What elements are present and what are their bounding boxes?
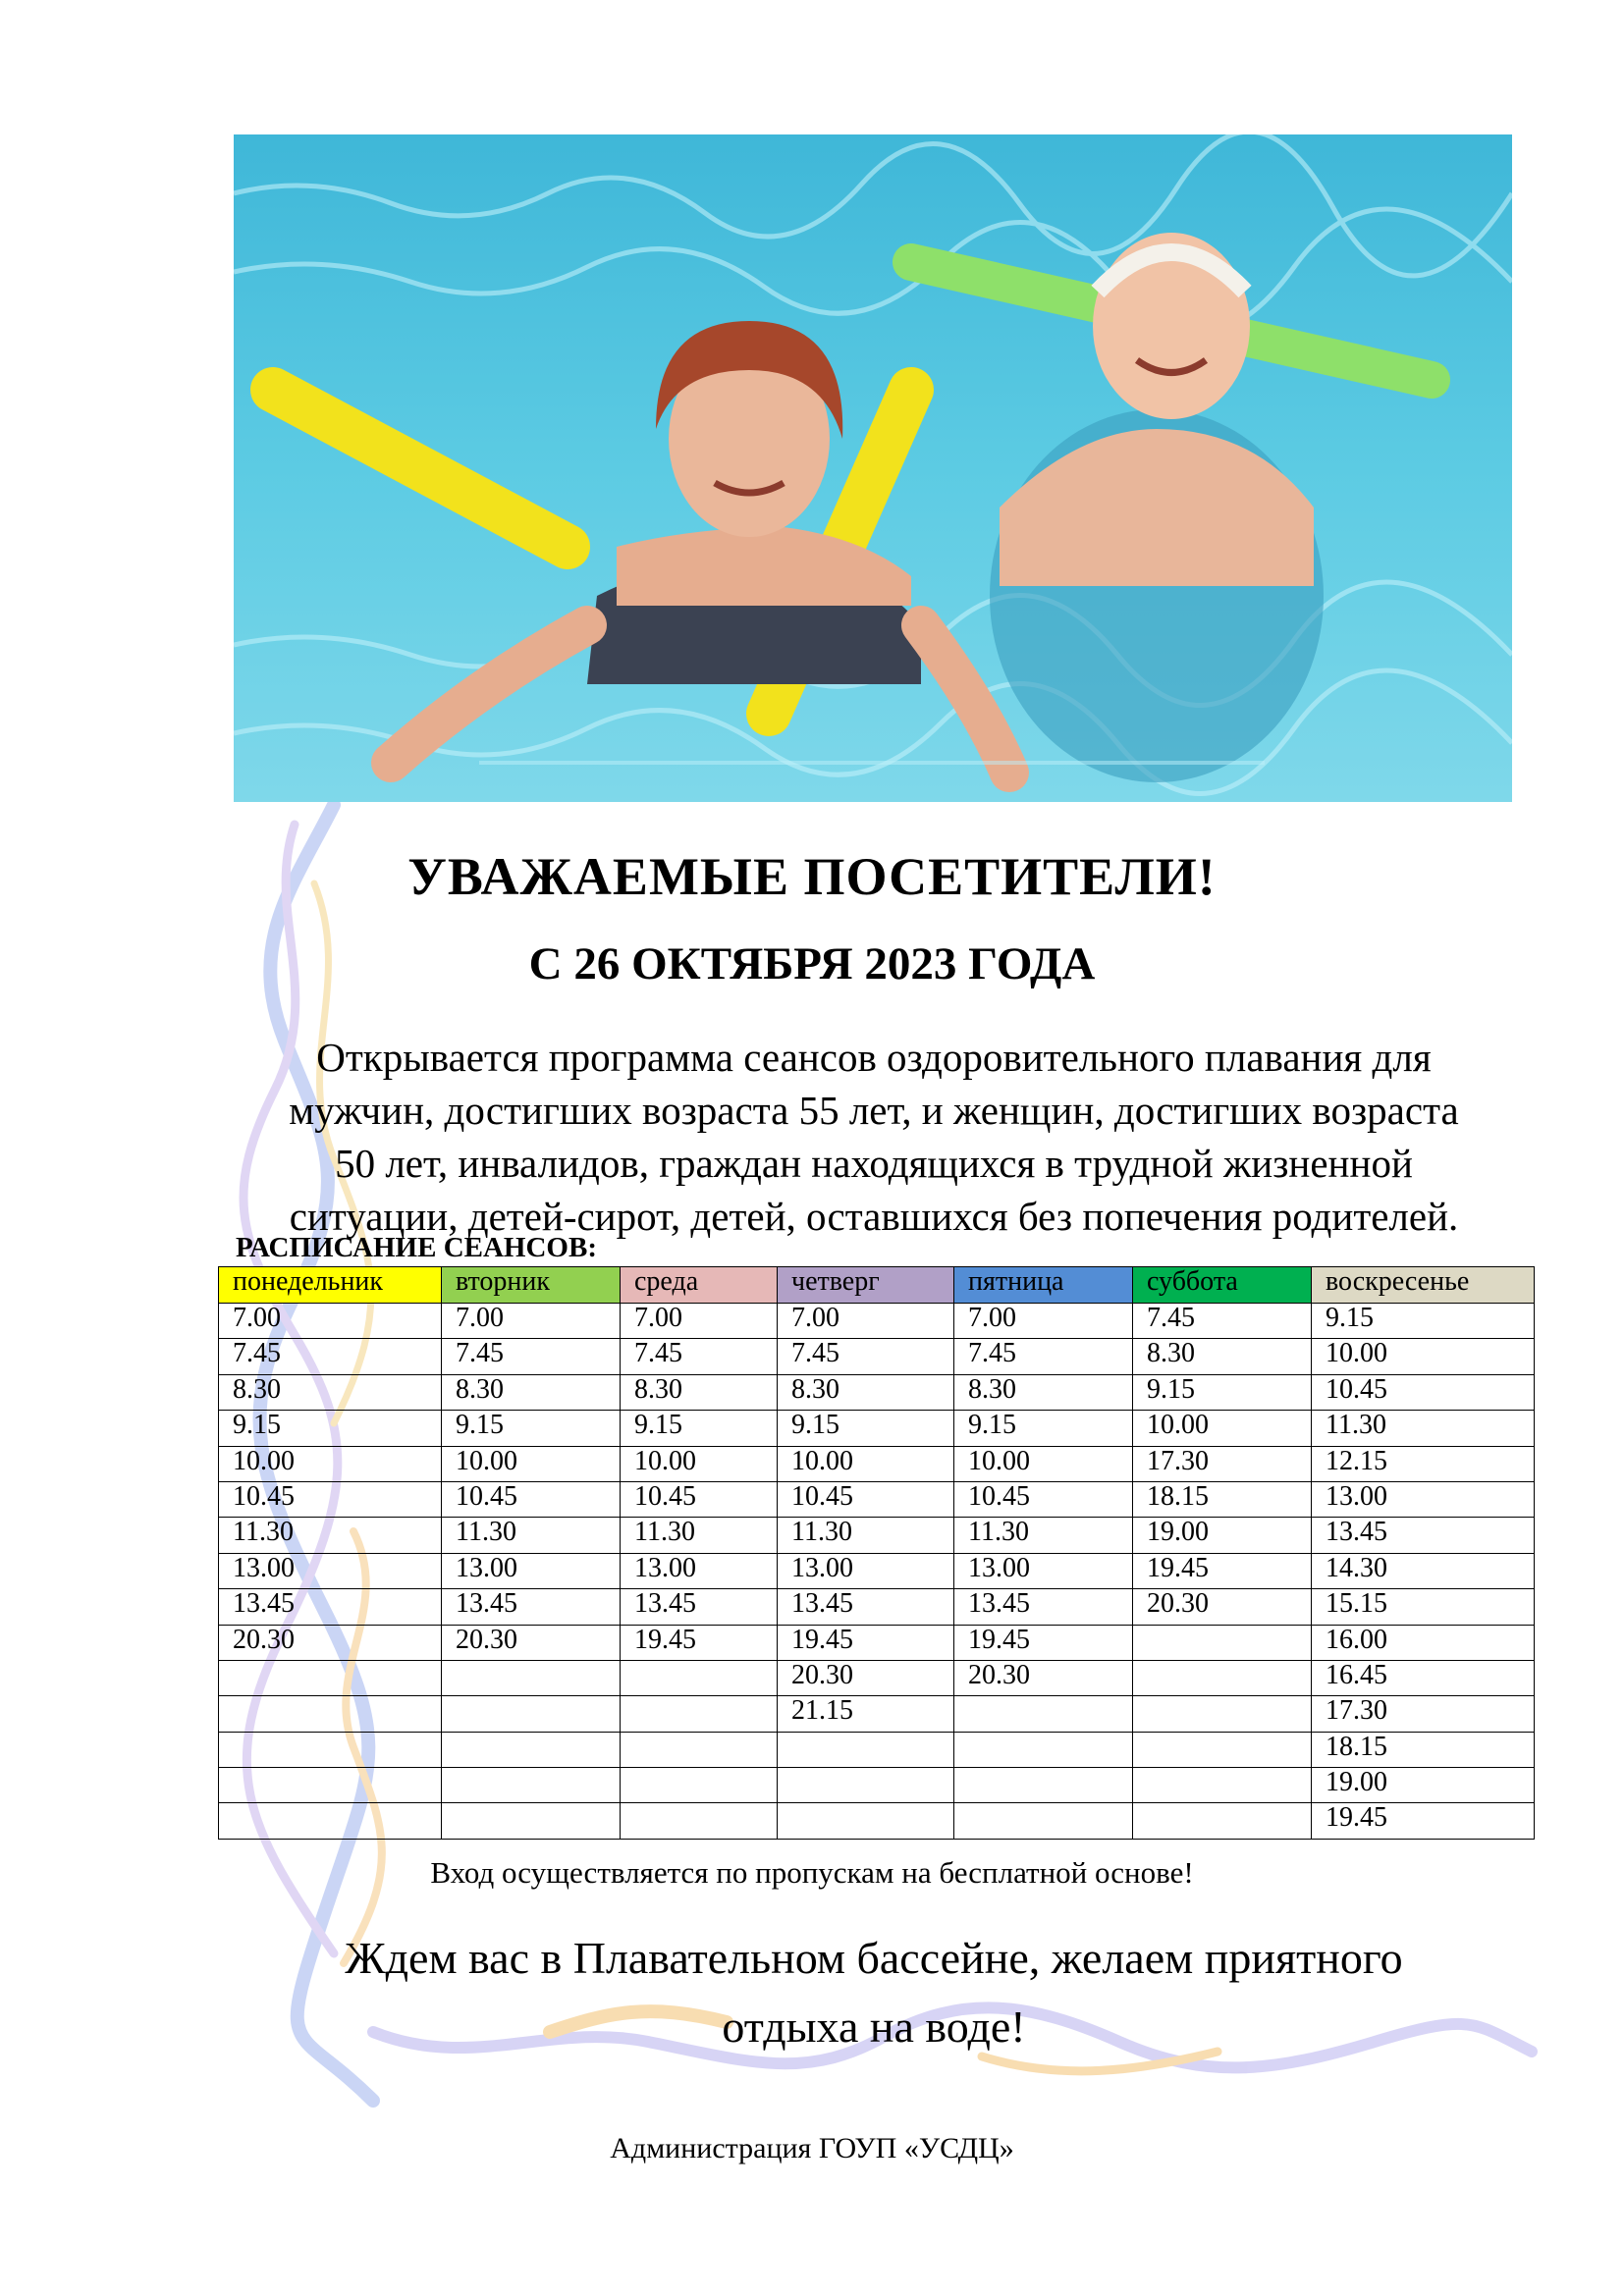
session-time-cell xyxy=(778,1732,954,1767)
session-time-cell xyxy=(442,1768,621,1803)
session-time-cell: 21.15 xyxy=(778,1696,954,1732)
session-time-cell xyxy=(1133,1768,1312,1803)
session-time-cell: 9.15 xyxy=(219,1411,442,1446)
session-time-cell xyxy=(1133,1732,1312,1767)
session-time-cell: 13.00 xyxy=(1312,1481,1535,1517)
session-time-cell xyxy=(621,1768,778,1803)
table-row xyxy=(219,1803,1535,1839)
table-row xyxy=(219,1481,1535,1517)
session-time-cell: 13.00 xyxy=(219,1553,442,1588)
intro-line: мужчин, достигших возраста 55 лет, и женщин, достигших возраста xyxy=(289,1088,1459,1133)
session-time-cell: 9.15 xyxy=(1133,1374,1312,1410)
session-time-cell xyxy=(621,1803,778,1839)
session-time-cell: 11.30 xyxy=(621,1518,778,1553)
session-time-cell xyxy=(219,1696,442,1732)
session-time-cell: 7.45 xyxy=(954,1339,1133,1374)
session-time-cell: 19.45 xyxy=(954,1625,1133,1660)
session-time-cell: 19.45 xyxy=(621,1625,778,1660)
session-time-cell: 7.45 xyxy=(219,1339,442,1374)
session-time-cell: 8.30 xyxy=(621,1374,778,1410)
session-time-cell: 17.30 xyxy=(1312,1696,1535,1732)
session-time-cell: 7.45 xyxy=(621,1339,778,1374)
session-time-cell: 7.00 xyxy=(219,1304,442,1339)
session-time-cell xyxy=(442,1660,621,1695)
session-time-cell xyxy=(954,1696,1133,1732)
day-header: вторник xyxy=(442,1267,621,1304)
session-time-cell: 16.00 xyxy=(1312,1625,1535,1660)
session-time-cell: 13.45 xyxy=(954,1589,1133,1625)
session-time-cell: 9.15 xyxy=(1312,1304,1535,1339)
session-time-cell: 18.15 xyxy=(1312,1732,1535,1767)
intro-line: 50 лет, инвалидов, граждан находящихся в трудной жизненной xyxy=(335,1141,1413,1186)
session-time-cell: 8.30 xyxy=(442,1374,621,1410)
session-time-cell: 10.00 xyxy=(621,1446,778,1481)
session-time-cell: 8.30 xyxy=(219,1374,442,1410)
session-time-cell: 9.15 xyxy=(442,1411,621,1446)
page-title: УВАЖАЕМЫЕ ПОСЕТИТЕЛИ! xyxy=(407,847,1217,906)
day-header: суббота xyxy=(1133,1267,1312,1304)
session-time-cell xyxy=(621,1660,778,1695)
session-time-cell xyxy=(621,1732,778,1767)
table-row xyxy=(219,1304,1535,1339)
session-time-cell: 19.45 xyxy=(1133,1553,1312,1588)
session-time-cell: 13.45 xyxy=(442,1589,621,1625)
session-time-cell: 17.30 xyxy=(1133,1446,1312,1481)
session-time-cell: 19.45 xyxy=(1312,1803,1535,1839)
session-time-cell: 13.00 xyxy=(621,1553,778,1588)
session-time-cell: 10.45 xyxy=(219,1481,442,1517)
session-time-cell xyxy=(442,1696,621,1732)
session-time-cell: 19.00 xyxy=(1133,1518,1312,1553)
session-time-cell: 9.15 xyxy=(954,1411,1133,1446)
session-time-cell xyxy=(442,1732,621,1767)
session-time-cell xyxy=(621,1696,778,1732)
session-time-cell xyxy=(219,1732,442,1767)
session-time-cell: 13.00 xyxy=(954,1553,1133,1588)
table-row xyxy=(219,1553,1535,1588)
session-time-cell: 10.00 xyxy=(954,1446,1133,1481)
schedule-header-row xyxy=(219,1267,1535,1304)
table-row xyxy=(219,1660,1535,1695)
table-row xyxy=(219,1411,1535,1446)
intro-line: Открывается программа сеансов оздоровительного плавания для xyxy=(316,1035,1432,1080)
session-time-cell: 13.45 xyxy=(778,1589,954,1625)
session-time-cell: 18.15 xyxy=(1133,1481,1312,1517)
session-time-cell: 12.15 xyxy=(1312,1446,1535,1481)
session-time-cell: 10.45 xyxy=(621,1481,778,1517)
session-time-cell: 11.30 xyxy=(442,1518,621,1553)
session-time-cell: 13.45 xyxy=(621,1589,778,1625)
table-row xyxy=(219,1625,1535,1660)
table-row xyxy=(219,1374,1535,1410)
intro-paragraph xyxy=(221,1031,1527,1243)
session-time-cell: 7.00 xyxy=(621,1304,778,1339)
session-time-cell: 14.30 xyxy=(1312,1553,1535,1588)
intro-line: ситуации, детей-сирот, детей, оставшихся без попечения родителей. xyxy=(289,1194,1459,1239)
session-time-cell: 20.30 xyxy=(442,1625,621,1660)
closing-line: Ждем вас в Плавательном бассейне, желаем приятного xyxy=(345,1933,1403,1983)
session-time-cell xyxy=(778,1768,954,1803)
session-time-cell: 10.00 xyxy=(219,1446,442,1481)
session-time-cell: 8.30 xyxy=(1133,1339,1312,1374)
session-time-cell xyxy=(1133,1803,1312,1839)
session-time-cell: 9.15 xyxy=(778,1411,954,1446)
session-time-cell xyxy=(442,1803,621,1839)
session-time-cell: 10.45 xyxy=(1312,1374,1535,1410)
session-time-cell: 7.45 xyxy=(442,1339,621,1374)
session-time-cell: 11.30 xyxy=(1312,1411,1535,1446)
session-time-cell: 8.30 xyxy=(778,1374,954,1410)
session-time-cell: 19.45 xyxy=(778,1625,954,1660)
table-row xyxy=(219,1518,1535,1553)
session-time-cell xyxy=(1133,1625,1312,1660)
pool-photo xyxy=(234,134,1512,802)
session-time-cell: 19.00 xyxy=(1312,1768,1535,1803)
session-time-cell: 11.30 xyxy=(219,1518,442,1553)
session-time-cell: 7.45 xyxy=(778,1339,954,1374)
session-time-cell xyxy=(954,1732,1133,1767)
start-date: С 26 ОКТЯБРЯ 2023 ГОДА xyxy=(528,938,1096,989)
signature: Администрация ГОУП «УСДЦ» xyxy=(610,2132,1014,2164)
session-time-cell: 20.30 xyxy=(954,1660,1133,1695)
table-row xyxy=(219,1768,1535,1803)
session-time-cell: 13.45 xyxy=(1312,1518,1535,1553)
closing-line: отдыха на воде! xyxy=(722,2002,1026,2052)
session-time-cell: 11.30 xyxy=(778,1518,954,1553)
session-time-cell: 7.00 xyxy=(778,1304,954,1339)
schedule-label: РАСПИСАНИЕ СЕАНСОВ: xyxy=(236,1232,597,1263)
day-header: понедельник xyxy=(219,1267,442,1304)
session-time-cell xyxy=(219,1660,442,1695)
session-time-cell: 9.15 xyxy=(621,1411,778,1446)
day-header: воскресенье xyxy=(1312,1267,1535,1304)
table-row xyxy=(219,1446,1535,1481)
session-time-cell xyxy=(954,1768,1133,1803)
session-time-cell: 20.30 xyxy=(778,1660,954,1695)
session-time-cell: 7.45 xyxy=(1133,1304,1312,1339)
table-row xyxy=(219,1732,1535,1767)
session-time-cell: 10.45 xyxy=(442,1481,621,1517)
day-header: пятница xyxy=(954,1267,1133,1304)
session-time-cell xyxy=(778,1803,954,1839)
session-time-cell xyxy=(1133,1660,1312,1695)
day-header: четверг xyxy=(778,1267,954,1304)
session-time-cell: 10.00 xyxy=(778,1446,954,1481)
session-time-cell: 16.45 xyxy=(1312,1660,1535,1695)
table-row xyxy=(219,1589,1535,1625)
session-time-cell: 13.00 xyxy=(778,1553,954,1588)
session-time-cell xyxy=(1133,1696,1312,1732)
session-time-cell: 10.00 xyxy=(1312,1339,1535,1374)
session-time-cell: 10.00 xyxy=(1133,1411,1312,1446)
session-time-cell: 7.00 xyxy=(442,1304,621,1339)
session-time-cell: 8.30 xyxy=(954,1374,1133,1410)
session-time-cell: 11.30 xyxy=(954,1518,1133,1553)
session-time-cell: 20.30 xyxy=(219,1625,442,1660)
session-time-cell xyxy=(219,1803,442,1839)
closing-message xyxy=(255,1924,1492,2061)
session-time-cell xyxy=(954,1803,1133,1839)
session-time-cell: 10.45 xyxy=(778,1481,954,1517)
session-time-cell: 20.30 xyxy=(1133,1589,1312,1625)
session-time-cell: 13.00 xyxy=(442,1553,621,1588)
session-time-cell xyxy=(219,1768,442,1803)
entry-note: Вход осуществляется по пропускам на бесплатной основе! xyxy=(430,1855,1194,1890)
session-time-cell: 15.15 xyxy=(1312,1589,1535,1625)
schedule-table xyxy=(218,1266,1535,1840)
session-time-cell: 7.00 xyxy=(954,1304,1133,1339)
day-header: среда xyxy=(621,1267,778,1304)
table-row xyxy=(219,1339,1535,1374)
table-row xyxy=(219,1696,1535,1732)
session-time-cell: 10.00 xyxy=(442,1446,621,1481)
session-time-cell: 13.45 xyxy=(219,1589,442,1625)
session-time-cell: 10.45 xyxy=(954,1481,1133,1517)
